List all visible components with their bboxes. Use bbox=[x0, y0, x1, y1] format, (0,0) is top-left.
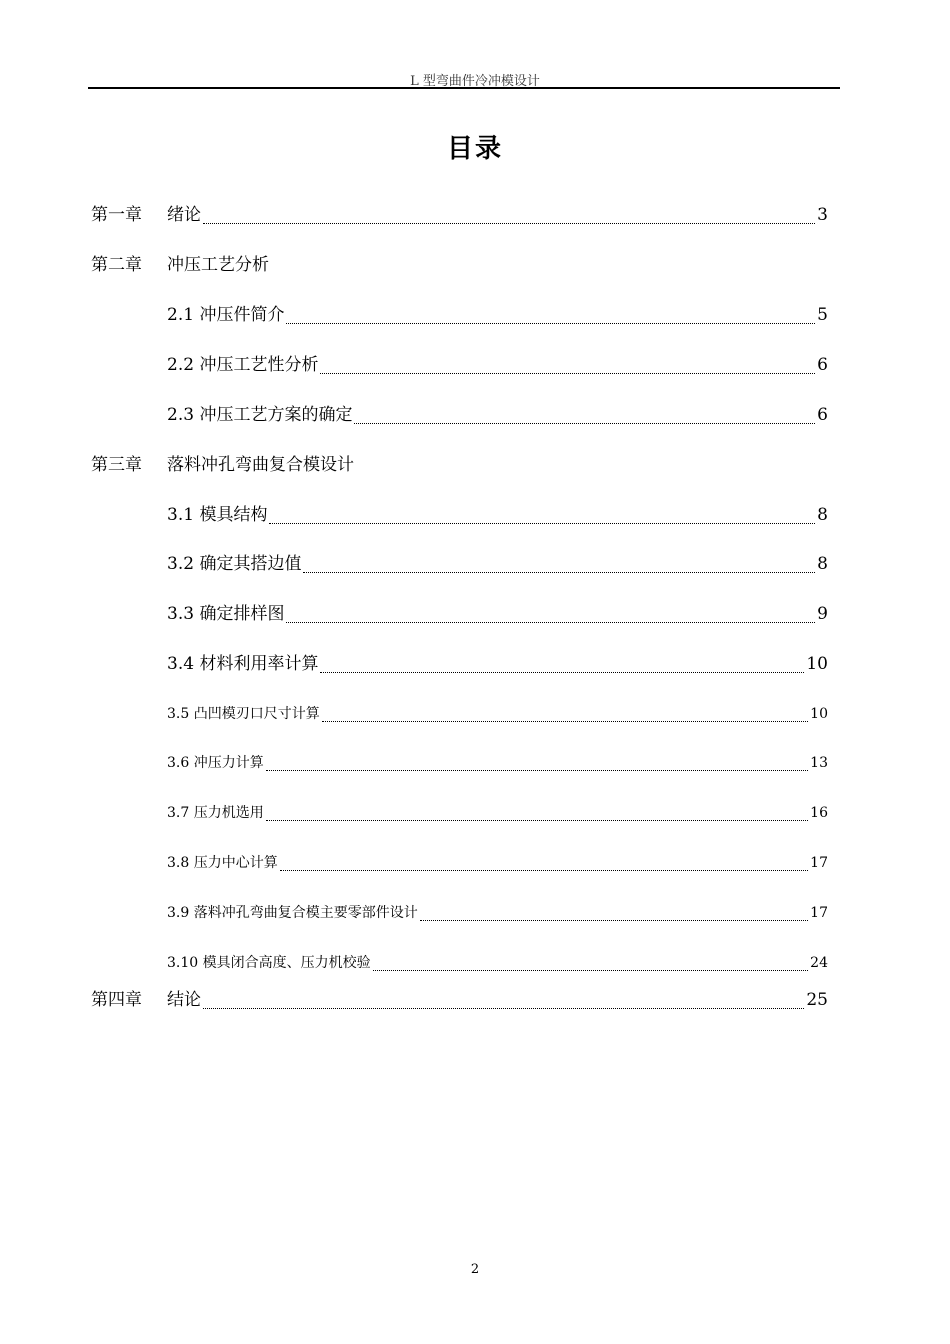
dot-leader bbox=[203, 223, 815, 224]
toc-entry-chapter-2[interactable] bbox=[91, 250, 828, 275]
entry-text: 2.3 冲压工艺方案的确定 bbox=[167, 405, 353, 425]
page-number: 10 bbox=[810, 706, 828, 722]
entry-text: 落料冲孔弯曲复合模设计 bbox=[167, 455, 354, 475]
dot-leader bbox=[322, 721, 808, 722]
chapter-label: 第一章 bbox=[91, 205, 142, 225]
page-number: 17 bbox=[810, 905, 828, 921]
page-number: 6 bbox=[817, 355, 828, 375]
entry-text: 绪论 bbox=[167, 205, 201, 225]
entry-text: 2.1 冲压件简介 bbox=[167, 305, 285, 325]
page-number: 3 bbox=[817, 205, 828, 225]
dot-leader bbox=[320, 373, 815, 374]
dot-leader bbox=[266, 820, 808, 821]
toc-entry-3-10[interactable] bbox=[167, 952, 828, 972]
entry-text: 3.6 冲压力计算 bbox=[167, 755, 264, 771]
toc-entry-chapter-3[interactable] bbox=[91, 450, 828, 475]
entry-text: 3.4 材料利用率计算 bbox=[167, 654, 319, 674]
entry-text: 3.8 压力中心计算 bbox=[167, 855, 278, 871]
entry-text: 3.5 凸凹模刃口尺寸计算 bbox=[167, 706, 320, 722]
page-number: 13 bbox=[810, 755, 828, 771]
toc-entry-chapter-4[interactable] bbox=[91, 985, 828, 1010]
dot-leader bbox=[320, 672, 804, 673]
entry-text: 冲压工艺分析 bbox=[167, 255, 269, 275]
dot-leader bbox=[269, 523, 815, 524]
chapter-label: 第二章 bbox=[91, 255, 142, 275]
toc-entry-3-2[interactable] bbox=[167, 549, 828, 574]
page-number: 8 bbox=[817, 505, 828, 525]
page-number: 24 bbox=[810, 955, 828, 971]
toc-entry-3-8[interactable] bbox=[167, 852, 828, 872]
page-number: 16 bbox=[810, 805, 828, 821]
toc-entry-3-5[interactable] bbox=[167, 703, 828, 723]
dot-leader bbox=[280, 870, 808, 871]
dot-leader bbox=[266, 770, 808, 771]
dot-leader bbox=[373, 970, 809, 971]
dot-leader bbox=[303, 572, 815, 573]
toc-entry-chapter-1[interactable] bbox=[91, 200, 828, 225]
page-number: 17 bbox=[810, 855, 828, 871]
header-rule bbox=[88, 87, 840, 89]
dot-leader bbox=[203, 1008, 804, 1009]
toc-entry-3-4[interactable] bbox=[167, 649, 828, 674]
dot-leader bbox=[420, 920, 808, 921]
toc-entry-3-3[interactable] bbox=[167, 599, 828, 624]
entry-text: 2.2 冲压工艺性分析 bbox=[167, 355, 319, 375]
entry-text: 3.9 落料冲孔弯曲复合模主要零部件设计 bbox=[167, 905, 418, 921]
toc-title: 目录 bbox=[446, 134, 503, 164]
toc-entry-2-3[interactable] bbox=[167, 400, 828, 425]
chapter-label: 第四章 bbox=[91, 990, 142, 1010]
entry-text: 3.1 模具结构 bbox=[167, 505, 268, 525]
dot-leader bbox=[286, 622, 815, 623]
running-header: L 型弯曲件冷冲模设计 bbox=[410, 74, 540, 89]
toc-entry-3-7[interactable] bbox=[167, 802, 828, 822]
page-number: 25 bbox=[806, 990, 828, 1010]
toc-entry-2-2[interactable] bbox=[167, 350, 828, 375]
chapter-label: 第三章 bbox=[91, 455, 142, 475]
footer-page-number: 2 bbox=[470, 1262, 480, 1277]
page-number: 5 bbox=[817, 305, 828, 325]
entry-text: 3.10 模具闭合高度、压力机校验 bbox=[167, 955, 371, 971]
toc-entry-3-1[interactable] bbox=[167, 500, 828, 525]
entry-text: 结论 bbox=[167, 990, 201, 1010]
page-number: 6 bbox=[817, 405, 828, 425]
dot-leader bbox=[286, 323, 815, 324]
entry-text: 3.7 压力机选用 bbox=[167, 805, 264, 821]
page-number: 8 bbox=[817, 554, 828, 574]
toc-entry-3-9[interactable] bbox=[167, 902, 828, 922]
toc-entry-3-6[interactable] bbox=[167, 752, 828, 772]
page-number: 10 bbox=[806, 654, 828, 674]
entry-text: 3.3 确定排样图 bbox=[167, 604, 285, 624]
page-number: 9 bbox=[817, 604, 828, 624]
toc-entry-2-1[interactable] bbox=[167, 300, 828, 325]
dot-leader bbox=[354, 423, 815, 424]
entry-text: 3.2 确定其搭边值 bbox=[167, 554, 302, 574]
